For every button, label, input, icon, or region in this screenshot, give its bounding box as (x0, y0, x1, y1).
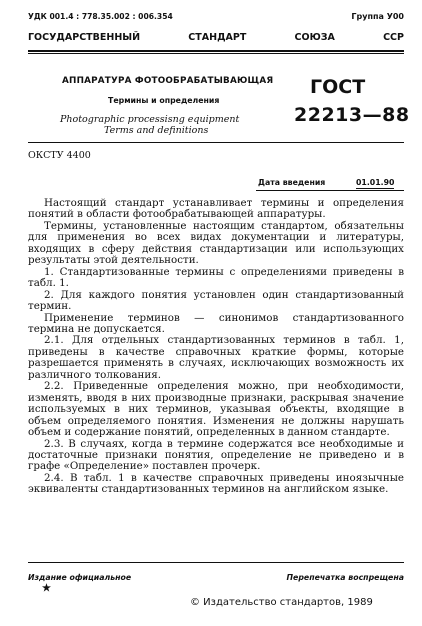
udk-code: УДК 001.4 : 778.35.002 : 006.354 (28, 12, 173, 21)
group-code: Группа У00 (351, 12, 404, 21)
paragraph: Настоящий стандарт устанавливает термины и определения понятий в области фотообрабатывающей аппаратуры. (28, 197, 404, 221)
paragraph: 2. Для каждого понятия установлен один стандартизованный термин. (28, 288, 404, 313)
header-rule (28, 50, 404, 52)
intro-date-value: 01.01.90 (356, 178, 395, 187)
title-en: Photographic processisng equipment (60, 114, 240, 125)
title-ru: АППАРАТУРА ФОТООБРАБАТЫВАЮЩАЯ (62, 76, 274, 86)
paragraph: 1. Стандартизованные термины с определениями приведены в табл. 1. (28, 265, 404, 290)
intro-date-rule (256, 190, 404, 191)
paragraph: Применение терминов — синонимов стандартизованного термина не допускается. (28, 311, 404, 335)
body-text (28, 198, 404, 496)
paragraph: Термины, установленные настоящим стандартом, обязательны для применения во всех видах документации и литературы, входящих в сферу действия стандартизации или использующих результаты этой деятельности. (28, 219, 404, 267)
paragraph: 2.3. В случаях, когда в термине содержатся все необходимые и достаточные признаки понятия, определение не приведено и в графе «Определение» поставлен прочерк. (28, 437, 404, 473)
organization-name: ГОСУДАРСТВЕННЫЙ СТАНДАРТ СОЮЗА ССР (28, 32, 404, 43)
paragraph: 2.2. Приведенные определения можно, при необходимости, изменять, вводя в них производные признаки, раскрывая значение используемых в них терминов, указывая объекты, входящие в объем определяемого понятия. Изменения не должны нарушать объем и содержание понятий, определенных в данном стандарте. (28, 380, 404, 439)
reprint-notice: Перепечатка воспрещена (286, 573, 404, 582)
footer-rule (28, 562, 404, 563)
paragraph: 2.4. В табл. 1 в качестве справочных приведены иноязычные эквиваленты стандартизованных терминов на английском языке. (28, 471, 404, 496)
subtitle-en: Terms and definitions (104, 125, 209, 136)
title-rule (28, 142, 404, 143)
subtitle-ru: Термины и определения (108, 96, 220, 105)
gost-label: ГОСТ (310, 76, 366, 98)
star-icon: ★ (42, 583, 51, 594)
intro-date-label: Дата введения (258, 178, 326, 187)
okstu-code: ОКСТУ 4400 (28, 150, 91, 161)
header-rule-thin (28, 53, 404, 54)
paragraph: 2.1. Для отдельных стандартизованных терминов в табл. 1, приведены в качестве справочных краткие формы, которые разрешается применять в случаях, исключающих возможность их различного толкования. (28, 334, 404, 381)
copyright: © Издательство стандартов, 1989 (190, 597, 373, 608)
official-edition: Издание официальное (28, 573, 132, 582)
gost-number: 22213—88 (294, 104, 410, 126)
